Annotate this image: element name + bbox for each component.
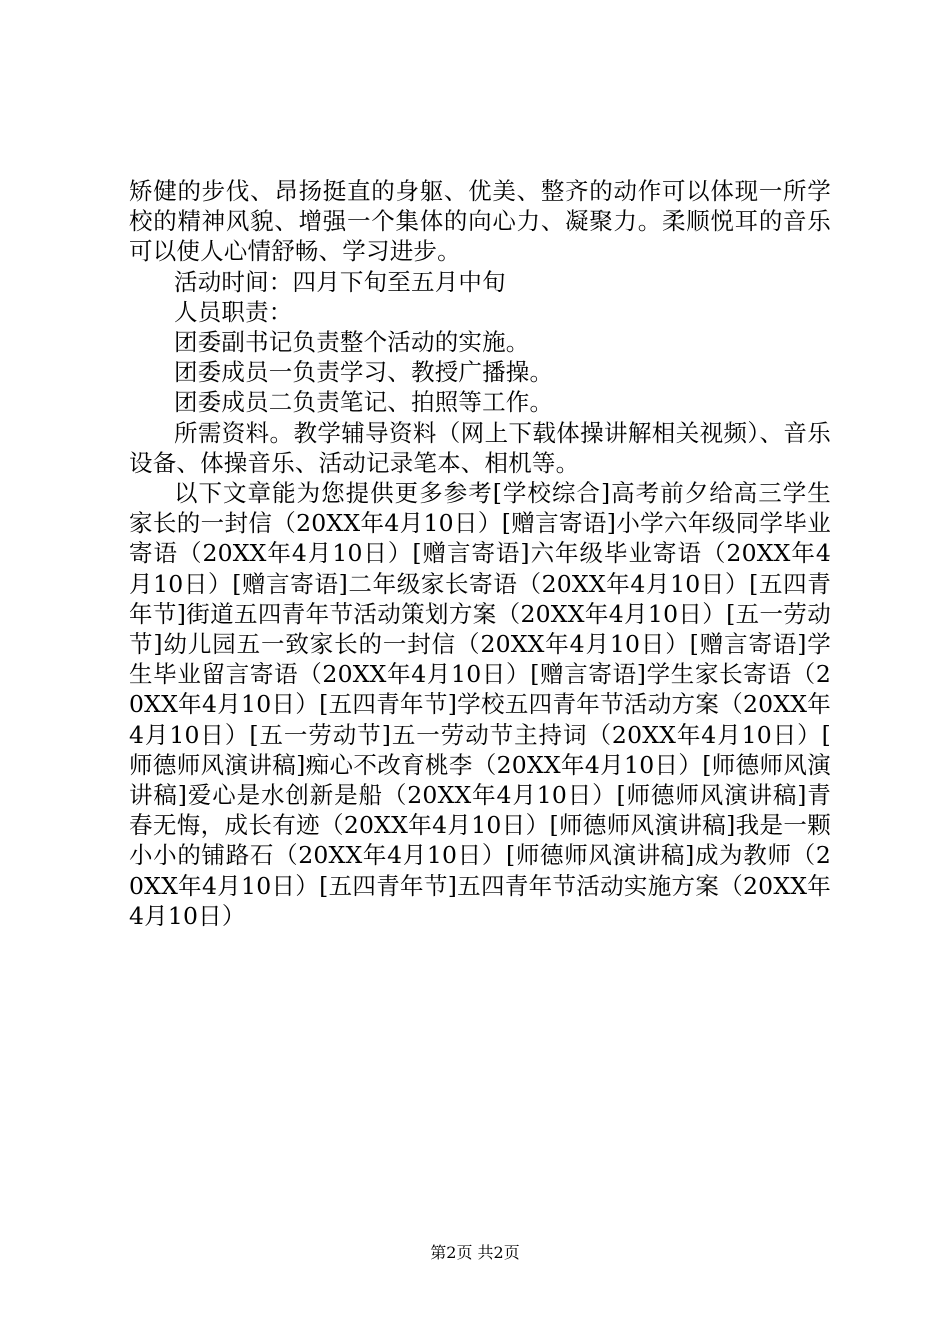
paragraph-duty-member-one: 团委成员一负责学习、教授广播操。	[174, 358, 554, 387]
paragraph-intro: 矫健的步伐、昂扬挺直的身躯、优美、整齐的动作可以体现一所学校的精神风貌、增强一个集体的向心力、凝聚力。柔顺悦耳的音乐可以使人心情舒畅、学习进步。	[129, 177, 831, 266]
page-footer: 第2页 共2页	[430, 1243, 520, 1262]
paragraph-duty-member-two: 团委成员二负责笔记、拍照等工作。	[174, 388, 554, 417]
paragraph-duty-deputy-secretary: 团委副书记负责整个活动的实施。	[174, 328, 530, 357]
paragraph-required-materials: 所需资料。教学辅导资料（网上下载体操讲解相关视频）、音乐设备、体操音乐、活动记录笔本、相机等。	[129, 418, 831, 477]
paragraph-activity-time: 活动时间：四月下旬至五月中旬	[174, 267, 506, 296]
document-body	[129, 176, 831, 931]
paragraph-staff-duties-heading: 人员职责：	[174, 297, 293, 326]
paragraph-related-articles: 以下文章能为您提供更多参考[学校综合]高考前夕给高三学生家长的一封信（20XX年4月10日）[赠言寄语]小学六年级同学毕业寄语（20XX年4月10日）[赠言寄语]六年级毕业寄语（20XX年4月10日）[赠言寄语]二年级家长寄语（20XX年4月10日）[五四青年节]街道五四青年节活动策划方案（20XX年4月10日）[五一劳动节]幼儿园五一致家长的一封信（20XX年4月10日）[赠言寄语]学生毕业留言寄语（20XX年4月10日）[赠言寄语]学生家长寄语（20XX年4月10日）[五四青年节]学校五四青年节活动方案（20XX年4月10日）[五一劳动节]五一劳动节主持词（20XX年4月10日）[师德师风演讲稿]痴心不改育桃李（20XX年4月10日）[师德师风演讲稿]爱心是水创新是船（20XX年4月10日）[师德师风演讲稿]青春无悔，成长有迹（20XX年4月10日）[师德师风演讲稿]我是一颗小小的铺路石（20XX年4月10日）[师德师风演讲稿]成为教师（20XX年4月10日）[五四青年节]五四青年节活动实施方案（20XX年4月10日）	[129, 479, 831, 930]
